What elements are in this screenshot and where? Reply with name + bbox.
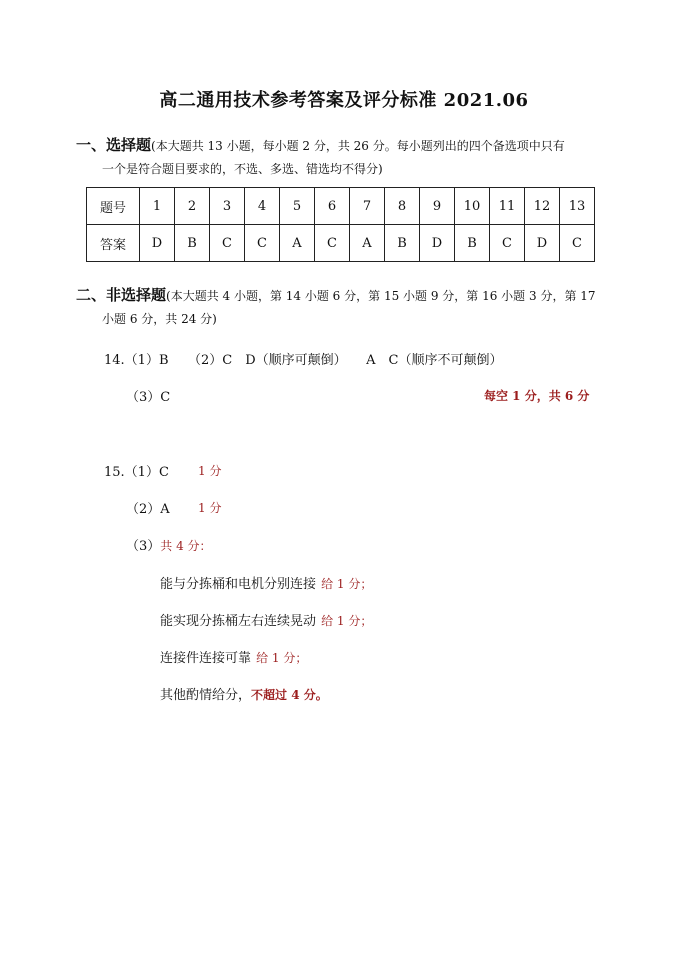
number-cell: 12 [525,188,560,225]
criterion-4 [160,684,328,703]
table-row-answers [87,225,595,262]
answer-cell: C [210,225,245,262]
q15-part2: （2）A [126,502,170,517]
answer-cell: B [175,225,210,262]
section1-header [76,134,565,155]
number-cell: 13 [560,188,595,225]
q15-part3-label: （3） [126,539,161,554]
q15-part2-score: 1 分 [198,501,222,515]
answer-cell: D [140,225,175,262]
number-cell: 1 [140,188,175,225]
answer-cell: C [315,225,350,262]
number-cell: 5 [280,188,315,225]
row-label-number: 题号 [87,188,140,225]
number-cell: 9 [420,188,455,225]
number-cell: 8 [385,188,420,225]
section2-heading: 二、非选择题 [76,286,167,304]
section2-header [76,284,596,305]
criterion-3 [160,647,307,666]
q14-score: 每空 1 分，共 6 分 [484,389,590,403]
section1-note-line2: 一个是符合题目要求的，不选、多选、错选均不得分) [102,162,383,176]
q15-part3 [126,535,212,554]
answer-table [86,187,595,262]
answer-cell: B [385,225,420,262]
number-cell: 10 [455,188,490,225]
number-cell: 6 [315,188,350,225]
section2-note-line2: 小题 6 分，共 24 分) [102,312,217,326]
criterion-score: 不超过 4 分。 [251,688,328,702]
answer-cell: C [490,225,525,262]
criterion-score: 给 1 分； [321,614,373,628]
answer-cell: A [350,225,385,262]
page-title: 高二通用技术参考答案及评分标准 2021.06 [159,90,529,111]
answer-cell: A [280,225,315,262]
number-cell: 3 [210,188,245,225]
criterion-text: 连接件连接可靠 [160,651,252,666]
criterion-score: 给 1 分； [256,651,308,665]
criterion-text: 其他酌情给分， [160,688,252,703]
number-cell: 4 [245,188,280,225]
number-cell: 2 [175,188,210,225]
section1-note: (本大题共 13 小题，每小题 2 分，共 26 分。每小题列出的四个备选项中只有 [151,139,565,153]
criterion-text: 能实现分拣桶左右连续晃动 [160,614,317,629]
table-row-numbers [87,188,595,225]
answer-cell: B [455,225,490,262]
section1-heading: 一、选择题 [76,136,152,154]
answer-cell: D [420,225,455,262]
number-cell: 11 [490,188,525,225]
q14-line2: （3）C [126,390,171,405]
q15-part3-score: 共 4 分： [160,539,212,553]
criterion-1 [160,573,372,592]
q14-line1: 14.（1）B （2）C D（顺序可颠倒） A C（顺序不可颠倒） [104,353,503,368]
q15-part1-score: 1 分 [198,464,222,478]
answer-cell: C [245,225,280,262]
q15-part1: 15.（1）C [104,465,169,480]
answer-cell: C [560,225,595,262]
criterion-text: 能与分拣桶和电机分别连接 [160,577,317,592]
criterion-2 [160,610,372,629]
criterion-score: 给 1 分； [321,577,373,591]
section2-note: (本大题共 4 小题，第 14 小题 6 分，第 15 小题 9 分，第 16 小题 3 分，第 17 [166,289,596,303]
answer-cell: D [525,225,560,262]
number-cell: 7 [350,188,385,225]
row-label-answer: 答案 [87,225,140,262]
